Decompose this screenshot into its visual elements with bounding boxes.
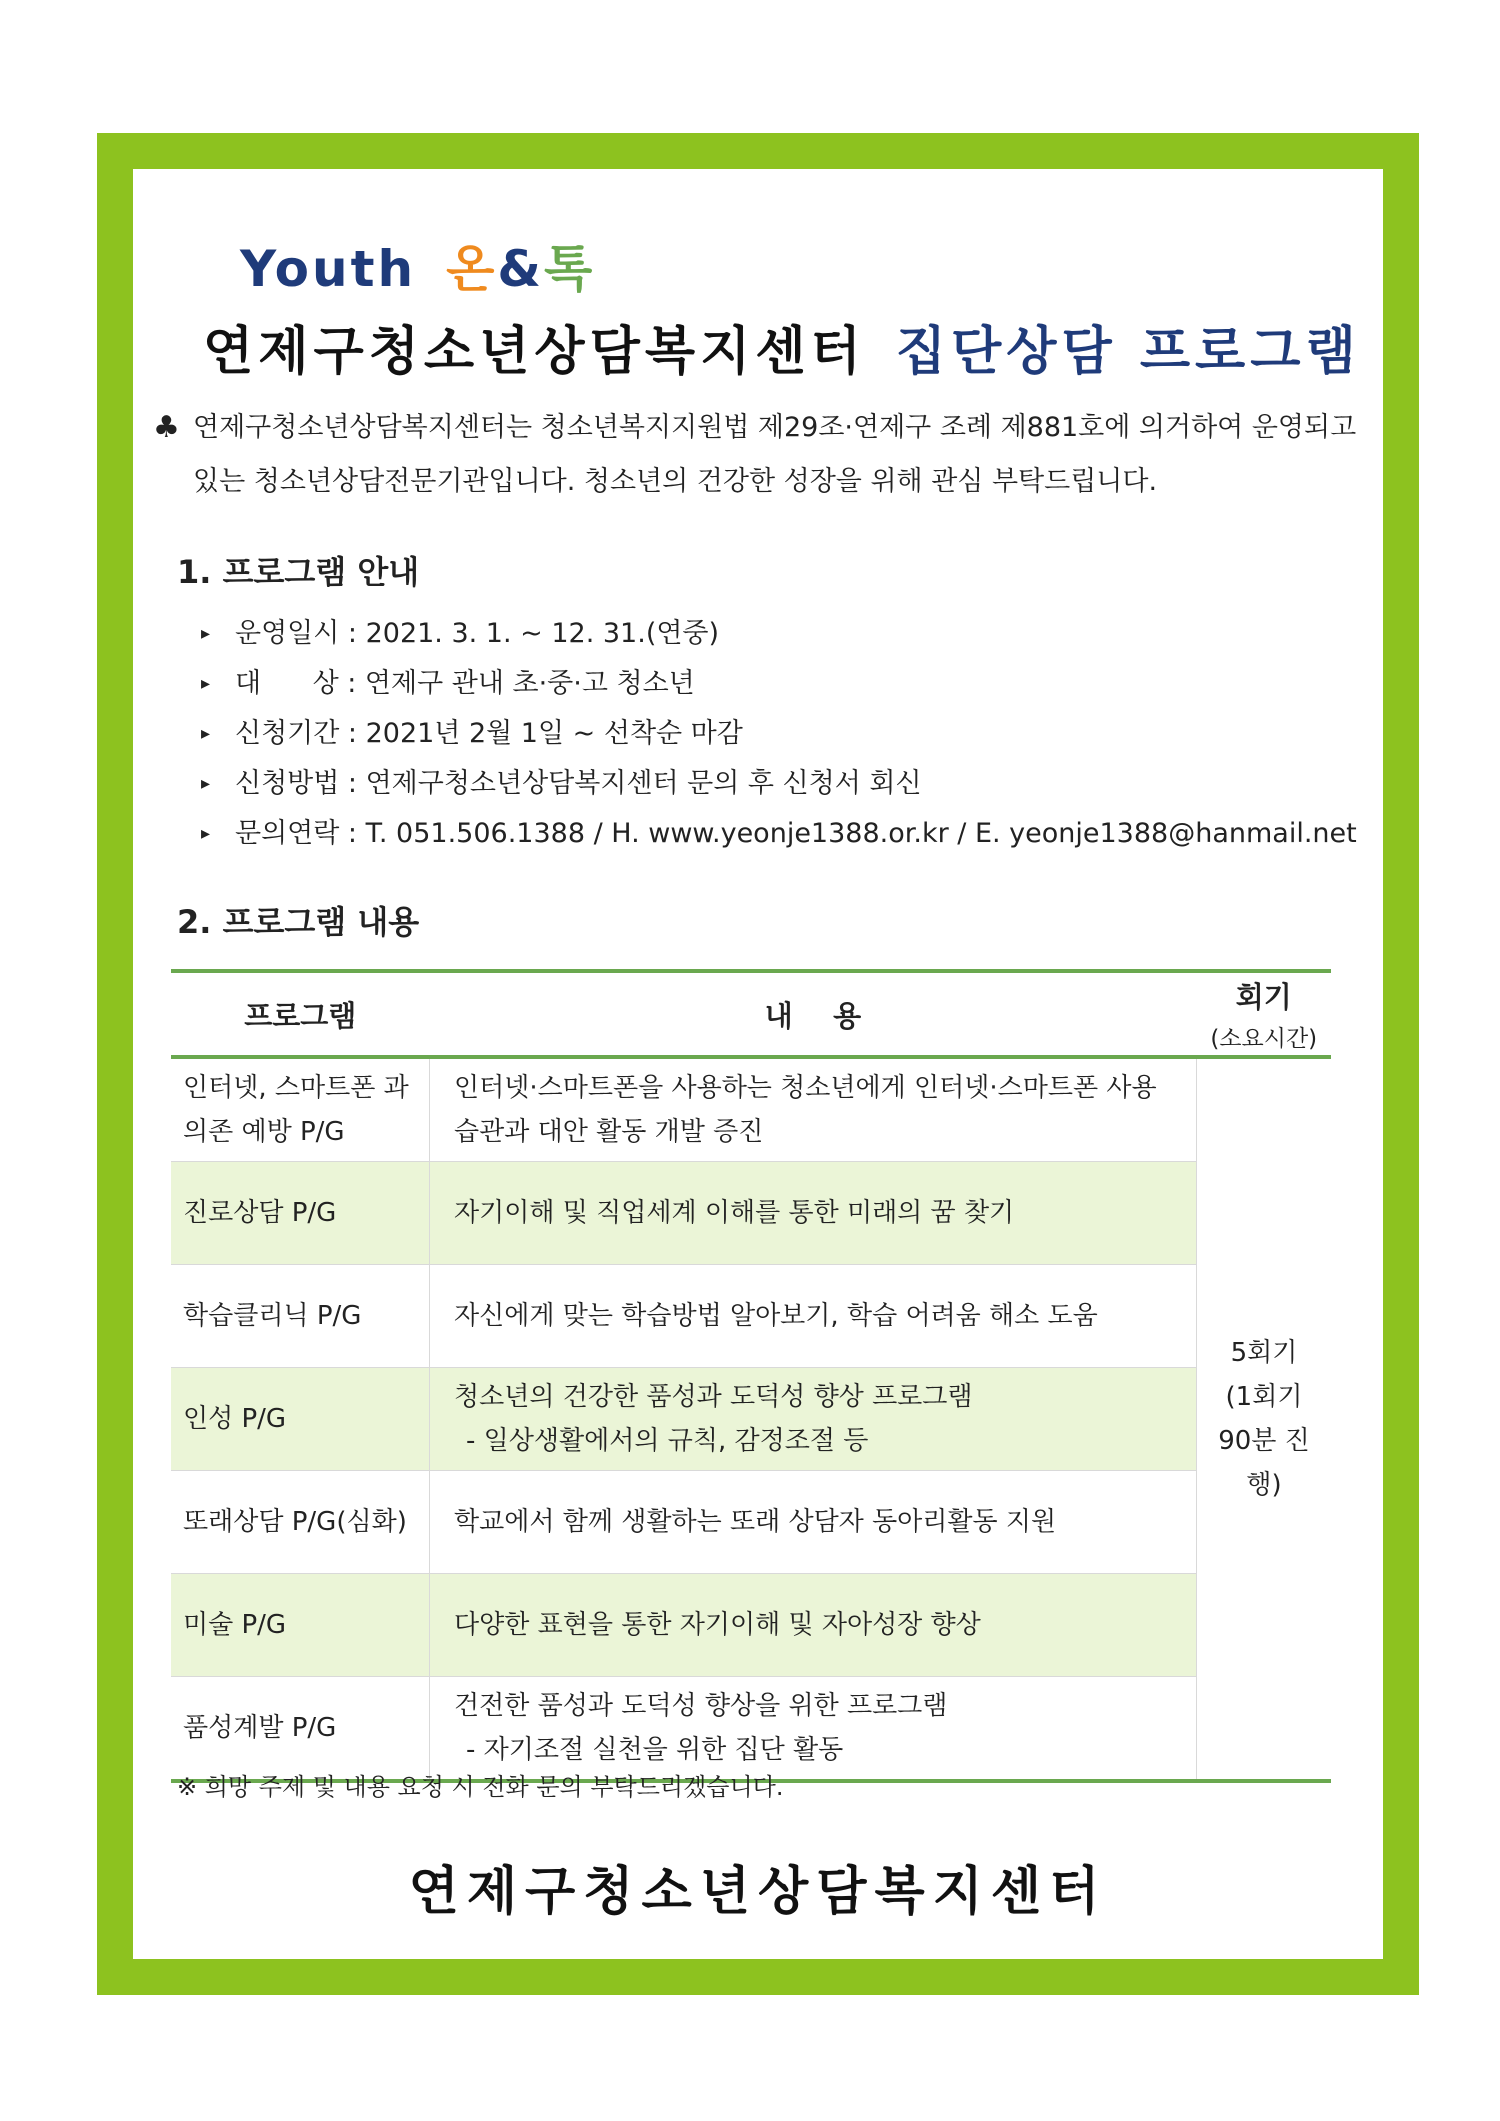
table-row	[171, 1057, 1331, 1162]
triangle-bullet-icon: ▸	[201, 673, 211, 694]
header-program: 프로그램	[171, 971, 430, 1057]
program-content: 건전한 품성과 도덕성 향상을 위한 프로그램 - 자기조절 실천을 위한 집단 활동	[430, 1677, 1197, 1782]
info-item: ▸ 신청기간 : 2021년 2월 1일 ~ 선착순 마감	[201, 709, 1357, 759]
brand-youth: Youth	[240, 240, 417, 298]
intro-text: 연제구청소년상담복지센터는 청소년복지지원법 제29조·연제구 조례 제881호에 의거하여 운영되고 있는 청소년상담전문기관입니다. 청소년의 건강한 성장을 위해 관심 부탁드립니다.	[193, 412, 1357, 497]
title-program: 집단상담 프로그램	[895, 322, 1361, 382]
program-name: 진로상담 P/G	[171, 1162, 430, 1265]
table-row	[171, 1265, 1331, 1368]
footnote: ※ 희망 주제 및 내용 요청 시 전화 문의 부탁드리겠습니다.	[177, 1773, 784, 1801]
section1-title: 1. 프로그램 안내	[177, 553, 420, 591]
triangle-bullet-icon: ▸	[201, 623, 211, 644]
info-item: ▸ 문의연락 : T. 051.506.1388 / H. www.yeonje1388.or.kr / E. yeonje1388@hanmail.net	[201, 809, 1357, 859]
triangle-bullet-icon: ▸	[201, 773, 211, 794]
table-row	[171, 1471, 1331, 1574]
program-table	[171, 969, 1331, 1783]
triangle-bullet-icon: ▸	[201, 723, 211, 744]
brand-on: 온	[446, 240, 498, 298]
program-info-list	[201, 609, 1357, 859]
table-row	[171, 1162, 1331, 1265]
program-name: 또래상담 P/G(심화)	[171, 1471, 430, 1574]
program-content: 학교에서 함께 생활하는 또래 상담자 동아리활동 지원	[430, 1471, 1197, 1574]
brand-amp: &	[497, 240, 544, 298]
program-content: 인터넷·스마트폰을 사용하는 청소년에게 인터넷·스마트폰 사용 습관과 대안 활동 개발 증진	[430, 1057, 1197, 1162]
triangle-bullet-icon: ▸	[201, 823, 211, 844]
program-content: 청소년의 건강한 품성과 도덕성 향상 프로그램 - 일상생활에서의 규칙, 감정조절 등	[430, 1368, 1197, 1471]
sessions-value: 5회기 (1회기 90분 진행)	[1197, 1057, 1332, 1781]
page-title	[203, 309, 1361, 384]
header-content: 내 용	[430, 971, 1197, 1057]
page-content	[133, 169, 1383, 1959]
title-center-name: 연제구청소년상담복지센터	[203, 322, 866, 382]
program-name: 인성 P/G	[171, 1368, 430, 1471]
program-content: 자기이해 및 직업세계 이해를 통한 미래의 꿈 찾기	[430, 1162, 1197, 1265]
table-row	[171, 1368, 1331, 1471]
program-name: 인터넷, 스마트폰 과의존 예방 P/G	[171, 1057, 430, 1162]
table-row	[171, 1677, 1331, 1782]
section2-title: 2. 프로그램 내용	[177, 903, 420, 941]
program-content: 다양한 표현을 통한 자기이해 및 자아성장 향상	[430, 1574, 1197, 1677]
program-name: 학습클리닉 P/G	[171, 1265, 430, 1368]
page-frame	[97, 133, 1419, 1995]
brand-logo-text	[240, 229, 595, 301]
brand-tok: 톡	[543, 240, 596, 298]
table-header-row	[171, 971, 1331, 1057]
table-row	[171, 1574, 1331, 1677]
header-sessions: 회기 (소요시간)	[1197, 971, 1332, 1057]
intro-paragraph	[153, 401, 1378, 509]
info-item: ▸ 운영일시 : 2021. 3. 1. ~ 12. 31.(연중)	[201, 609, 1357, 659]
program-name: 품성계발 P/G	[171, 1677, 430, 1782]
program-name: 미술 P/G	[171, 1574, 430, 1677]
info-item: ▸ 신청방법 : 연제구청소년상담복지센터 문의 후 신청서 회신	[201, 759, 1357, 809]
info-item: ▸ 대 상 : 연제구 관내 초·중·고 청소년	[201, 659, 1357, 709]
club-icon: ♣	[153, 410, 180, 445]
footer-center-name: 연제구청소년상담복지센터	[408, 1862, 1108, 1922]
program-content: 자신에게 맞는 학습방법 알아보기, 학습 어려움 해소 도움	[430, 1265, 1197, 1368]
